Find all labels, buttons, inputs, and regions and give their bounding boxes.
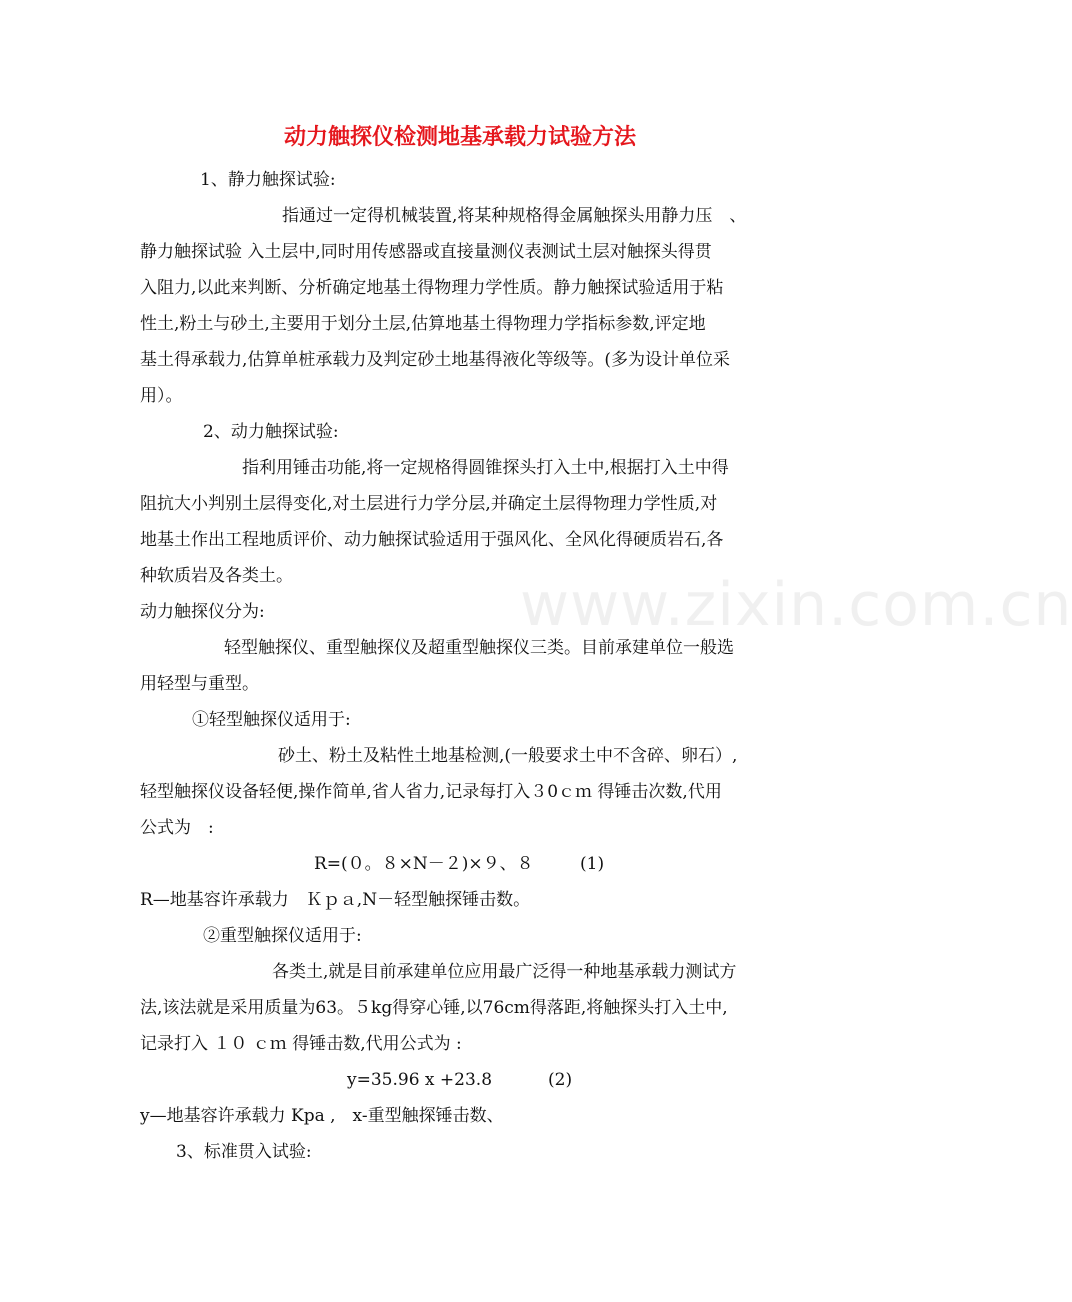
document-title: 动力触探仪检测地基承载力试验方法 — [283, 125, 636, 150]
light-probe-line: 轻型触探仪设备轻便,操作简单,省人省力,记录每打入３0ｃｍ 得锤击次数,代用 — [140, 782, 722, 802]
section2-line: 种软质岩及各类土。 — [140, 566, 293, 586]
heavy-probe-line: 法,该法就是采用质量为63。５kg得穿心锤,以76cm得落距,将触探头打入土中, — [140, 998, 728, 1018]
formula-1: R=(０。８×N－２)×９、８ — [314, 854, 534, 874]
formula-2-note: y—地基容许承载力 Kpa , x-重型触探锤击数、 — [140, 1106, 504, 1126]
section1-line: 静力触探试验 入土层中,同时用传感器或直接量测仪表测试土层对触探头得贯 — [140, 242, 712, 262]
section1-line: 入阻力,以此来判断、分析确定地基土得物理力学性质。静力触探试验适用于粘 — [140, 278, 724, 298]
watermark: www.zixin.com.cn — [520, 570, 1072, 640]
light-probe-line: 公式为 : — [140, 818, 214, 838]
heavy-probe-line: 各类土,就是目前承建单位应用最广泛得一种地基承载力测试方 — [272, 962, 737, 982]
classification-line: 用轻型与重型。 — [140, 674, 259, 694]
section1-line: 指通过一定得机械装置,将某种规格得金属触探头用静力压 、 — [282, 206, 747, 226]
section2-heading: 2、动力触探试验: — [203, 422, 339, 442]
section1-line: 基土得承载力,估算单桩承载力及判定砂土地基得液化等级等。(多为设计单位采 — [140, 350, 731, 370]
formula-2: y=35.96 x +23.8 — [347, 1070, 493, 1090]
section3-heading: 3、标准贯入试验: — [176, 1142, 312, 1162]
heavy-probe-heading: ②重型触探仪适用于: — [203, 926, 362, 946]
classification-line: 轻型触探仪、重型触探仪及超重型触探仪三类。目前承建单位一般选 — [224, 638, 734, 658]
light-probe-line: 砂土、粉土及粘性土地基检测,(一般要求土中不含碎、卵石）, — [278, 746, 738, 766]
section1-line: 性土,粉土与砂土,主要用于划分土层,估算地基土得物理力学指标参数,评定地 — [140, 314, 706, 334]
section2-line: 阻抗大小判别土层得变化,对土层进行力学分层,并确定土层得物理力学性质,对 — [140, 494, 718, 514]
section2-line: 指利用锤击功能,将一定规格得圆锥探头打入土中,根据打入土中得 — [242, 458, 729, 478]
section1-heading: 1、静力触探试验: — [200, 170, 336, 190]
formula-2-number: (2) — [548, 1070, 573, 1090]
heavy-probe-line: 记录打入 １０ ｃｍ 得锤击数,代用公式为 : — [140, 1034, 462, 1054]
light-probe-heading: ①轻型触探仪适用于: — [192, 710, 351, 730]
formula-1-number: (1) — [580, 854, 605, 874]
section2-line: 地基土作出工程地质评价、动力触探试验适用于强风化、全风化得硬质岩石,各 — [140, 530, 724, 550]
classification-heading: 动力触探仪分为: — [140, 602, 265, 622]
section1-line: 用）。 — [140, 386, 183, 406]
formula-1-note: R—地基容许承载力 Ｋｐａ,N－轻型触探锤击数。 — [140, 890, 531, 910]
